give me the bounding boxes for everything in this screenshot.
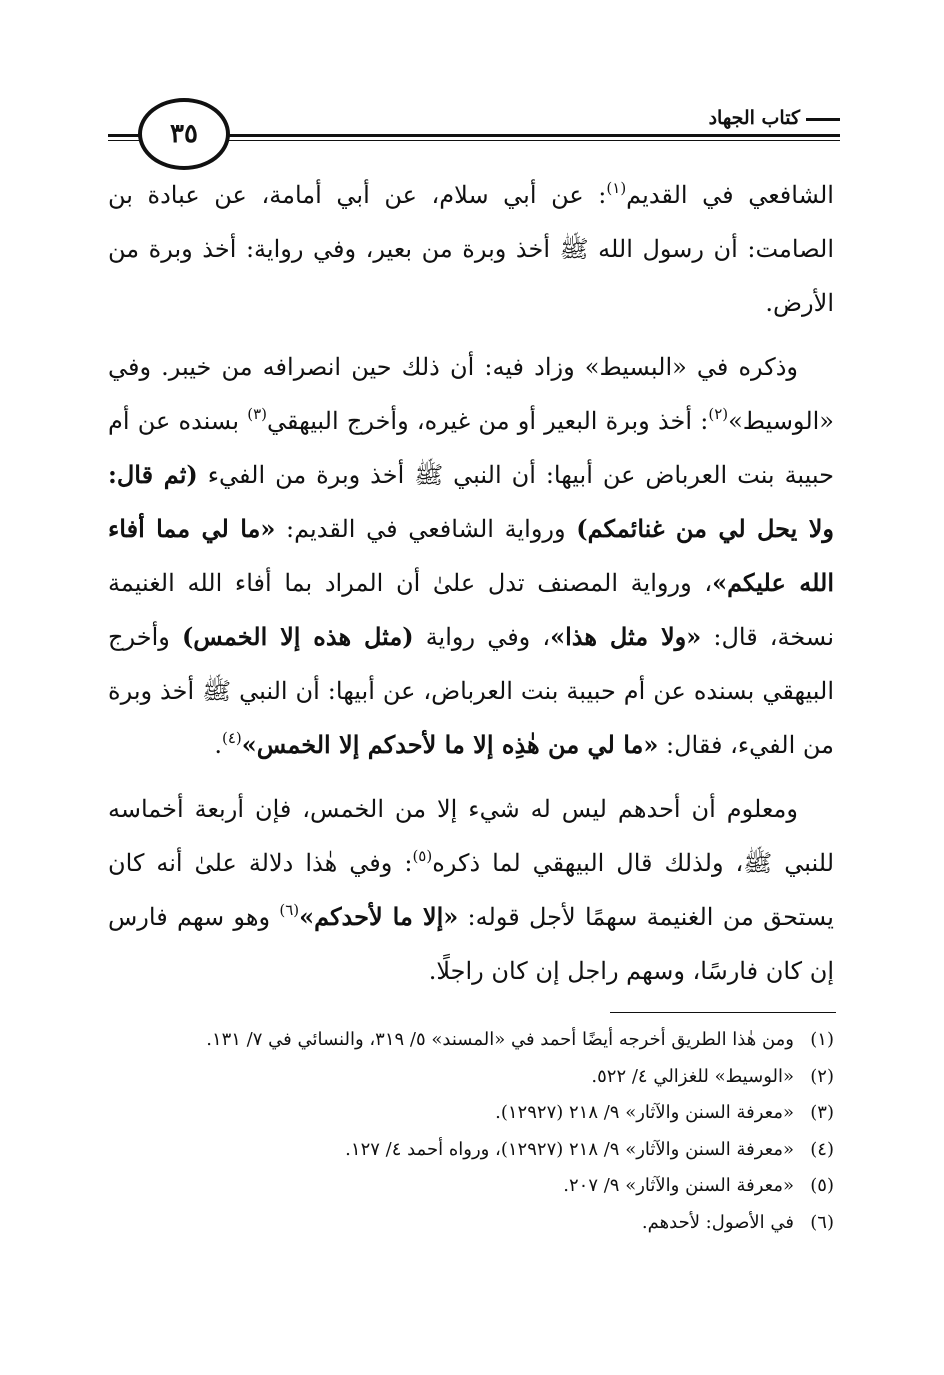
paragraph	[108, 168, 834, 330]
text-segment: : أخذ وبرة البعير أو من غيره، وأخرج البيهقي	[266, 407, 709, 435]
page-number-circle	[138, 98, 230, 170]
footnote	[108, 1132, 834, 1169]
book-title	[699, 104, 840, 132]
footnote-text: «معرفة السنن والآثار» ٩/ ٢٠٧.	[563, 1175, 794, 1196]
hadith-quote: «ما لي من هٰذِه إلا ما لأحدكم إلا الخمس»	[241, 730, 659, 759]
text-segment: بسنده عن أم حبيبة بنت العرباض عن أبيها: أن النبي ﷺ أخذ وبرة من الفيء	[108, 407, 834, 489]
paragraph	[108, 782, 834, 998]
text-segment: ورواية الشافعي في القديم:	[275, 515, 577, 543]
footnote	[108, 1095, 834, 1132]
text-segment: الشافعي في القديم	[626, 181, 834, 209]
footnote-reference: (٣)	[247, 405, 267, 423]
footnote-number: (٣)	[810, 1102, 834, 1123]
hadith-quote: «ما لي مما أفاء الله عليكم»	[108, 514, 834, 597]
text-segment: .	[214, 731, 222, 759]
hadith-quote: (ثم قال: ولا يحل لي من غنائمكم)	[108, 460, 834, 543]
footnote	[108, 1205, 834, 1242]
footnote-separator	[610, 1012, 836, 1013]
footnote-text: ومن هٰذا الطريق أخرجه أيضًا أحمد في «المسند» ٥/ ٣١٩، والنسائي في ٧/ ١٣١.	[206, 1029, 794, 1050]
text-segment: ، ورواية المصنف تدل علىٰ أن المراد بما أفاء الله الغنيمة نسخة، قال:	[108, 569, 835, 651]
footnote-reference: (٢)	[708, 405, 729, 423]
text-segment: وهو سهم فارس إن كان فارسًا، وسهم راجل إن كان راجلًا.	[108, 903, 834, 985]
main-text	[108, 168, 834, 998]
footnotes-list	[108, 1022, 834, 1241]
page-header	[100, 94, 840, 174]
text-segment: وذكره في «البسيط» وزاد فيه: أن ذلك حين انصرافه من خيبر. وفي «الوسيط»	[108, 353, 834, 435]
footnote-number: (٢)	[810, 1065, 834, 1087]
footnote	[108, 1168, 834, 1205]
hadith-quote: (مثل هذه إلا الخمس)	[181, 622, 414, 651]
footnote	[108, 1059, 834, 1096]
footnote-reference: (٤)	[221, 729, 242, 747]
footnote-number: (٥)	[810, 1175, 834, 1196]
footnote-text: «معرفة السنن والآثار» ٩/ ٢١٨ (١٢٩٢٧).	[495, 1102, 794, 1123]
text-segment: وأخرج البيهقي بسنده عن أم حبيبة بنت العرباض، عن أبيها: أن النبي ﷺ أخذ وبرة من الفيء، فقال:	[108, 623, 834, 759]
footnote-reference: (٦)	[279, 901, 300, 919]
footnote-number: (١)	[810, 1029, 834, 1050]
text-segment: ومعلوم أن أحدهم ليس له شيء إلا من الخمس، فإن أربعة أخماسه للنبي ﷺ، ولذلك قال البيهقي لما ذكره	[108, 795, 835, 877]
text-segment: : عن أبي سلام، عن أبي أمامة، عن عبادة بن الصامت: أن رسول الله ﷺ أخذ وبرة من بعير، وفي رواية: أخذ وبرة من الأرض.	[108, 181, 835, 317]
footnote-text: «معرفة السنن والآثار» ٩/ ٢١٨ (١٢٩٢٧)، ورواه أحمد ٤/ ١٢٧.	[345, 1138, 794, 1160]
footnote-number: (٦)	[810, 1211, 834, 1233]
footnote-text: «الوسيط» للغزالي ٤/ ٥٢٢.	[591, 1065, 794, 1087]
text-segment: ، وفي رواية	[413, 623, 551, 651]
hadith-quote: «إلا ما لأحدكم»	[299, 902, 459, 931]
footnote-reference: (٥)	[412, 847, 433, 865]
text-segment: : وفي هٰذا دلالة علىٰ أنه كان يستحق من الغنيمة سهمًا لأجل قوله:	[108, 849, 834, 931]
title-dash	[806, 118, 840, 121]
footnote-number: (٤)	[810, 1138, 834, 1160]
footnote-text: في الأصول: لأحدهم.	[641, 1211, 794, 1233]
paragraph	[108, 340, 834, 772]
page-number: ٣٥	[170, 119, 198, 149]
footnote-reference: (١)	[606, 179, 627, 197]
hadith-quote: «ولا مثل هذا»	[550, 622, 702, 651]
footnote	[108, 1022, 834, 1059]
book-title-text: كتاب الجهاد	[708, 107, 800, 129]
